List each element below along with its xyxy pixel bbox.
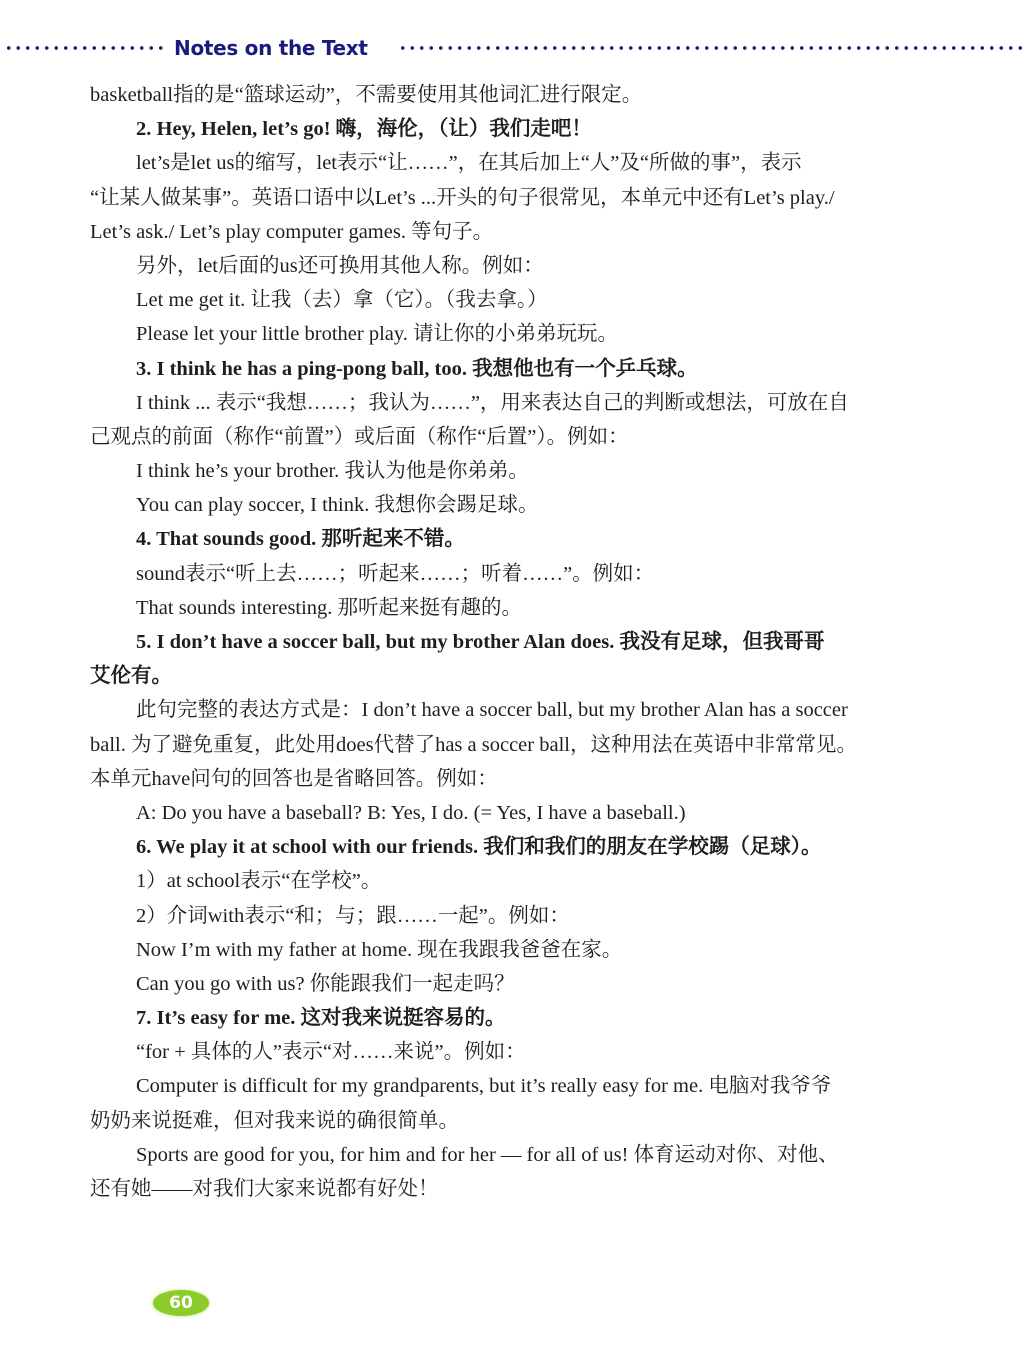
section-header [0, 34, 1024, 62]
example-line: Can you go with us? 你能跟我们一起走吗？ [136, 972, 515, 995]
page-number-badge [153, 1290, 209, 1316]
example-line: Sports are good for you, for him and for her — for all of us! 体育运动对你、对他、 [136, 1143, 839, 1166]
example-line: You can play soccer, I think. 我想你会踢足球。 [136, 494, 539, 517]
note-heading: 2. Hey, Helen, let’s go! 嗨，海伦，（让）我们走吧！ [136, 118, 592, 141]
text-line: 另外，let后面的us还可换用其他人称。例如： [136, 254, 544, 277]
note-heading: 7. It’s easy for me. 这对我来说挺容易的。 [136, 1007, 506, 1030]
text-line: 己观点的前面（称作“前置”）或后面（称作“后置”）。例如： [90, 425, 629, 448]
example-line: 奶奶来说挺难，但对我来说的确很简单。 [90, 1109, 459, 1132]
text-line: “让某人做某事”。英语口语中以Let’s ...开头的句子很常见，本单元中还有Let’s play./ [90, 186, 835, 209]
example-line: I think he’s your brother. 我认为他是你弟弟。 [136, 460, 529, 483]
example-line: Let me get it. 让我（去）拿（它）。（我去拿。） [136, 289, 548, 312]
dotted-rule-right [398, 45, 1022, 51]
dotted-rule-left [4, 45, 168, 51]
note-heading: 5. I don’t have a soccer ball, but my brother Alan does. 我没有足球，但我哥哥 [136, 631, 825, 653]
example-line: Now I’m with my father at home. 现在我跟我爸爸在家。 [136, 938, 623, 961]
text-line: Let’s ask./ Let’s play computer games. 等句子。 [90, 220, 494, 243]
notes-body [90, 78, 982, 1206]
text-line: 1）at school表示“在学校”。 [136, 870, 382, 893]
text-line: ball. 为了避免重复，此处用does代替了has a soccer ball，这种用法在英语中非常常见。 [90, 733, 857, 756]
text-line: let’s是let us的缩写，let表示“让……”，在其后加上“人”及“所做的事”，表示 [136, 152, 802, 175]
text-line: I think ... 表示“我想……；我认为……”，用来表达自己的判断或想法，可放在自 [136, 391, 849, 414]
example-line: A: Do you have a baseball? B: Yes, I do. (= Yes, I have a baseball.) [136, 801, 686, 824]
example-line: Please let your little brother play. 请让你的小弟弟玩玩。 [136, 323, 619, 346]
page-number: 60 [169, 1293, 193, 1313]
note-heading: 艾伦有。 [90, 665, 172, 688]
section-title: Notes on the Text [174, 36, 368, 60]
text-line: basketball指的是“篮球运动”，不需要使用其他词汇进行限定。 [90, 84, 643, 106]
example-line: 还有她——对我们大家来说都有好处！ [90, 1178, 439, 1200]
text-line: 本单元have问句的回答也是省略回答。例如： [90, 767, 498, 790]
text-line: sound表示“听上去……；听起来……；听着……”。例如： [136, 562, 655, 585]
note-heading: 3. I think he has a ping-pong ball, too. 我想他也有一个乒乓球。 [136, 357, 698, 380]
note-heading: 4. That sounds good. 那听起来不错。 [136, 528, 465, 551]
text-line: 2）介词with表示“和；与；跟……一起”。例如： [136, 904, 570, 927]
note-heading: 6. We play it at school with our friends. 我们和我们的朋友在学校踢（足球）。 [136, 836, 822, 859]
text-line: 此句完整的表达方式是：I don’t have a soccer ball, but my brother Alan has a soccer [136, 699, 848, 722]
text-line: “for + 具体的人”表示“对……来说”。例如： [136, 1041, 526, 1064]
example-line: That sounds interesting. 那听起来挺有趣的。 [136, 596, 523, 619]
example-line: Computer is difficult for my grandparents, but it’s really easy for me. 电脑对我爷爷 [136, 1075, 832, 1098]
